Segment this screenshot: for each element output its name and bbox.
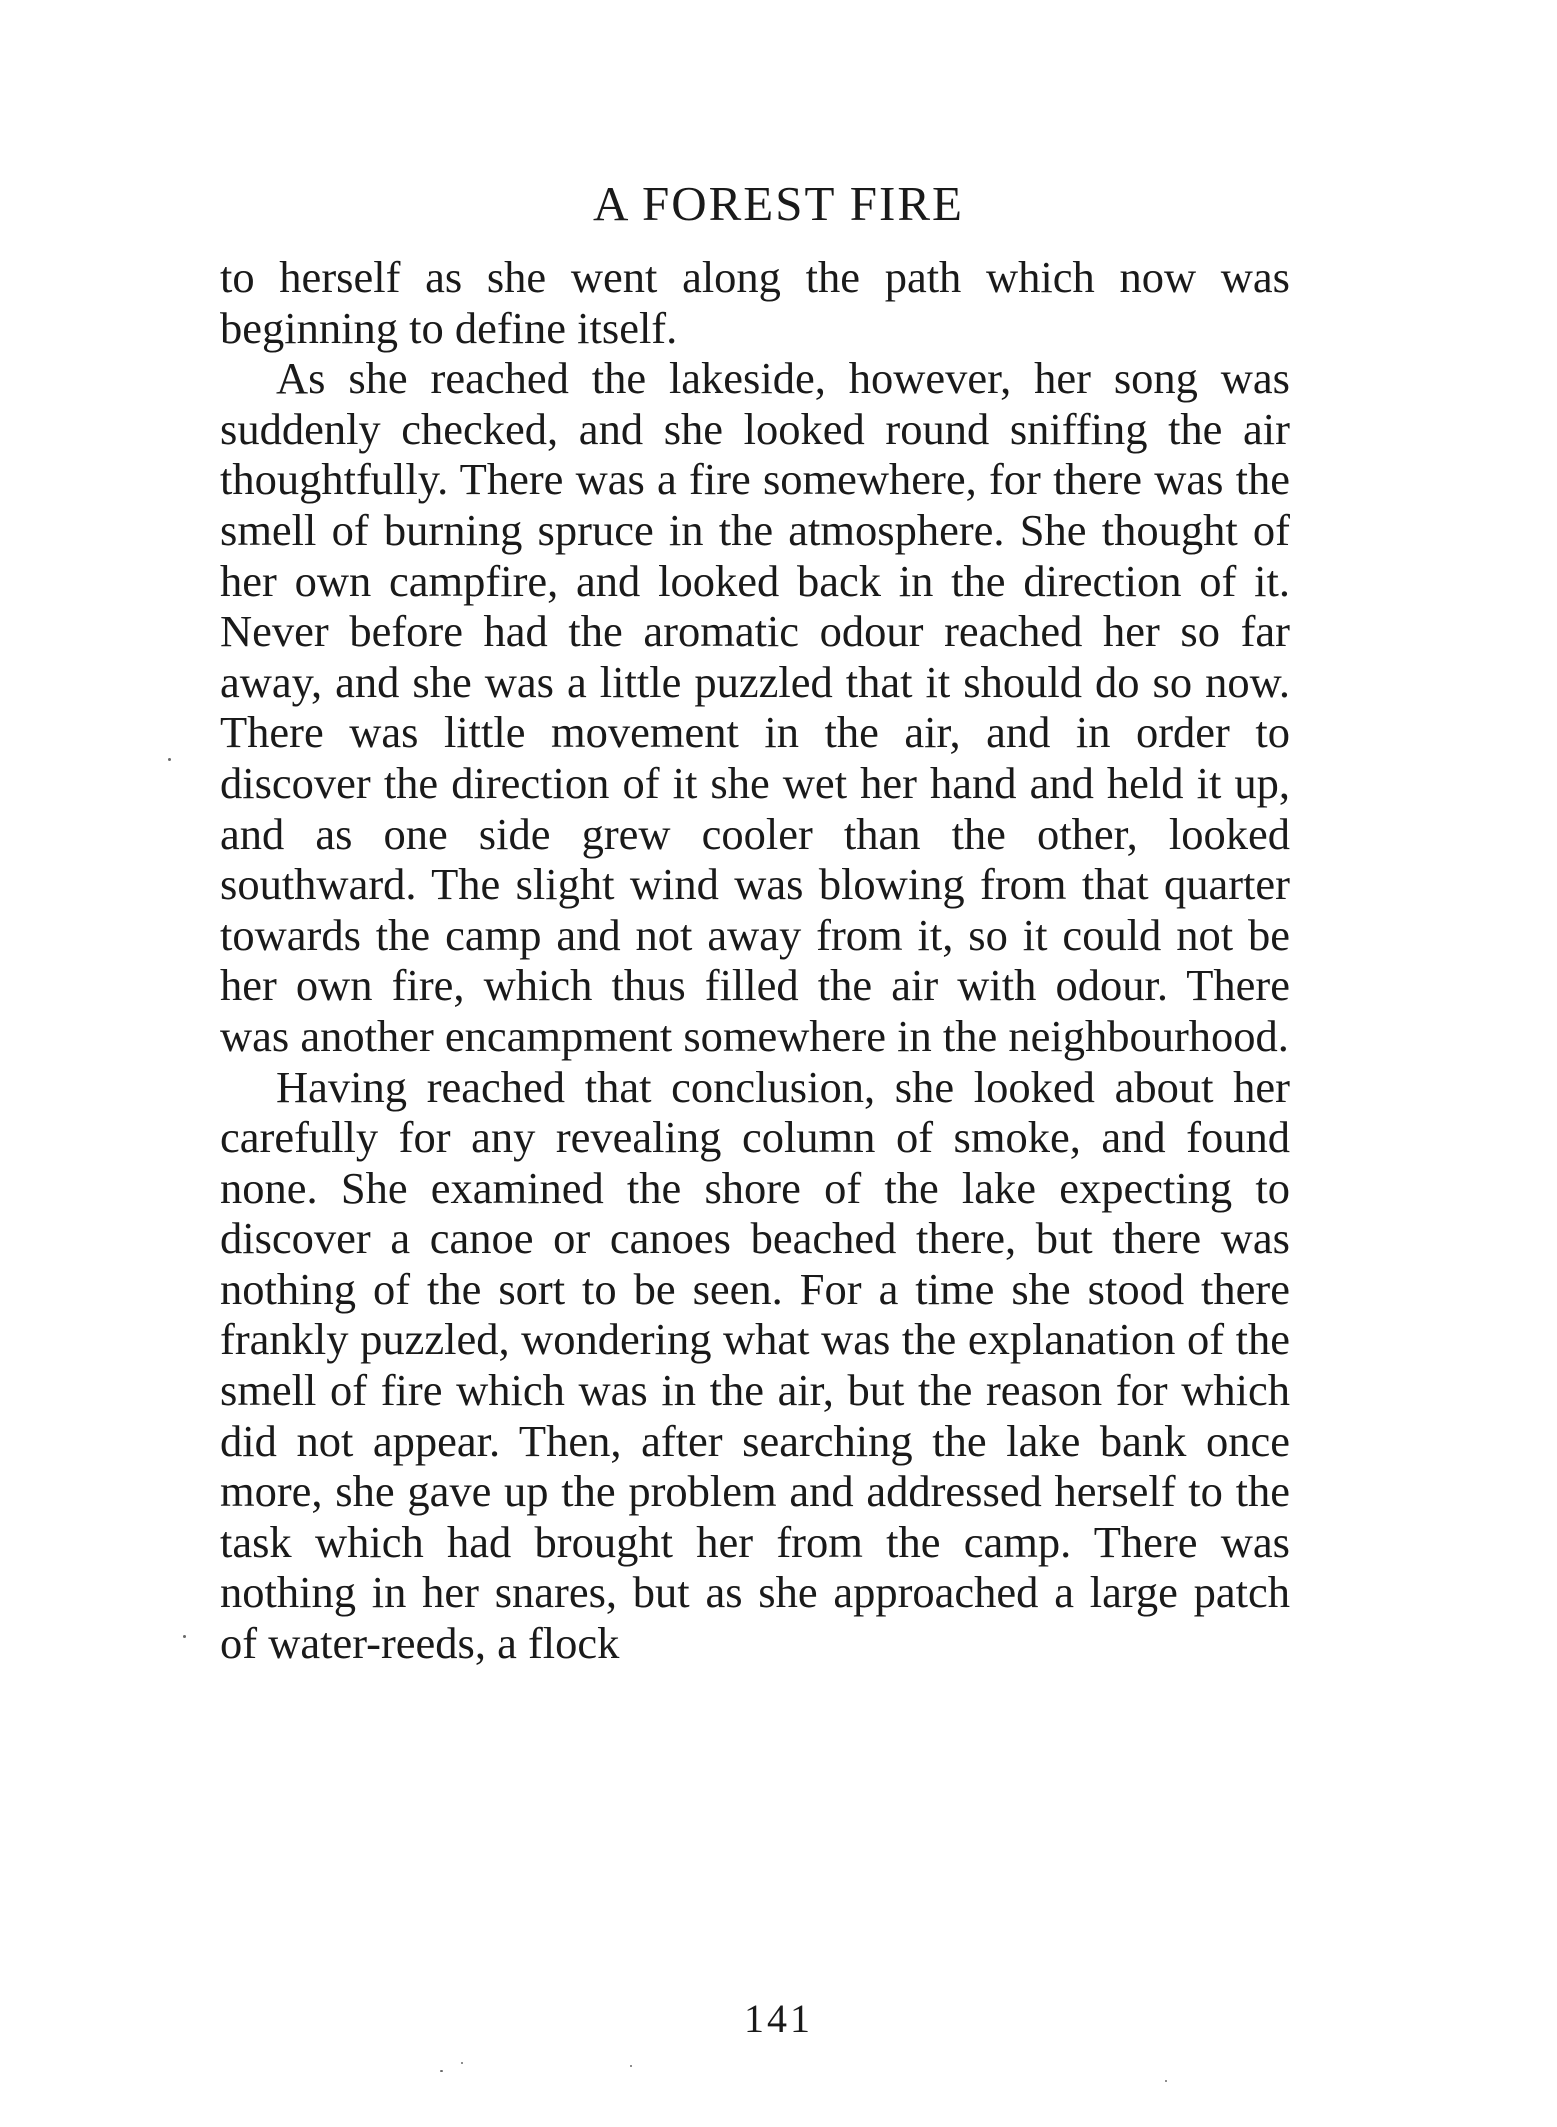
body-text bbox=[220, 252, 1290, 1669]
print-speck bbox=[1165, 2080, 1167, 2082]
print-speck bbox=[168, 758, 171, 761]
print-speck bbox=[461, 2062, 463, 2064]
running-title: A FOREST FIRE bbox=[593, 176, 964, 231]
paragraph: to herself as she went along the path which now was beginning to define itself. bbox=[220, 252, 1290, 353]
print-speck bbox=[440, 2070, 443, 2072]
print-speck bbox=[183, 1635, 186, 1638]
paragraph: Having reached that conclusion, she looked about her carefully for any revealing column of smoke, and found none. She examined the shore of the lake expecting to discover a canoe or canoes beached there, but there was nothing of the sort to be seen. For a time she stood there frankly puzzled, wondering what was the explanation of the smell of fire which was in the air, but the reason for which did not appear. Then, after searching the lake bank once more, she gave up the problem and addressed herself to the task which had brought her from the camp. There was nothing in her snares, but as she approached a large patch of water-reeds, a flock bbox=[220, 1061, 1290, 1669]
print-speck bbox=[630, 2065, 632, 2067]
page-number: 141 bbox=[744, 1996, 813, 2041]
paragraph: As she reached the lakeside, however, her song was suddenly checked, and she looked round sniffing the air thoughtfully. There was a fire somewhere, for there was the smell of burning spruce in the atmosphere. She thought of her own campfire, and looked back in the direction of it. Never before had the aromatic odour reached her so far away, and she was a little puzzled that it should do so now. There was little movement in the air, and in order to discover the direction of it she wet her hand and held it up, and as one side grew cooler than the other, looked southward. The slight wind was blowing from that quarter towards the camp and not away from it, so it could not be her own fire, which thus filled the air with odour. There was another encampment somewhere in the neighbourhood. bbox=[220, 353, 1290, 1061]
